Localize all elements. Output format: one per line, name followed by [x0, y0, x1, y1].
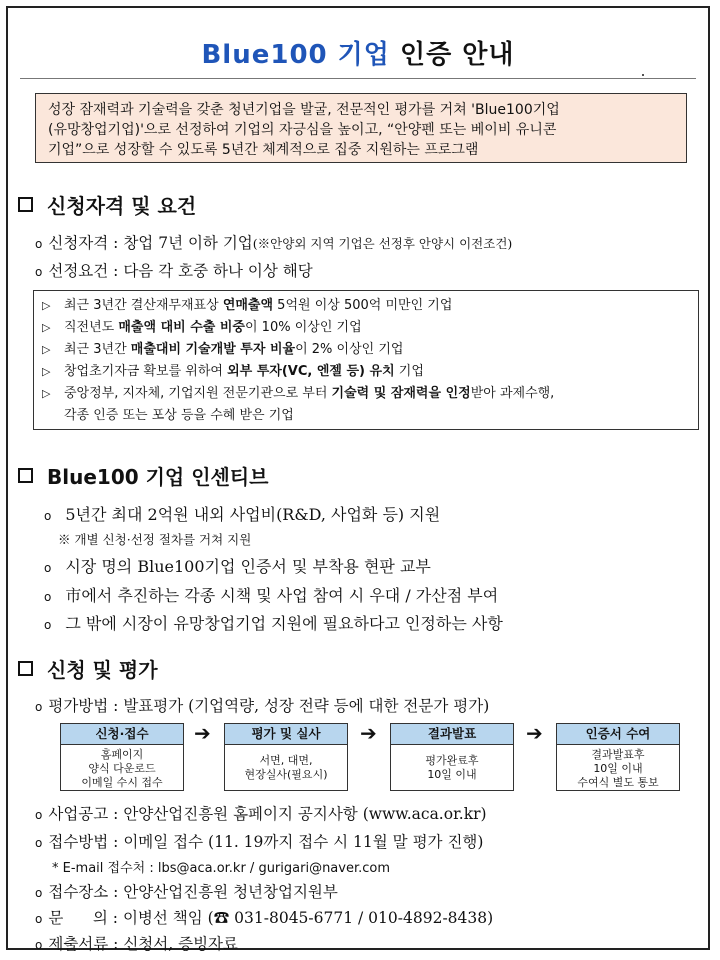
step-line: 현장실사(필요시) [244, 768, 328, 781]
section-heading-eligibility [18, 190, 196, 219]
step-line: 서면, 대면, [259, 754, 313, 767]
right-arrow-icon: ➔ [194, 721, 211, 745]
docs-line [35, 932, 238, 954]
eligibility-note: (※안양외 지역 기업은 선정후 안양시 이전조건) [252, 236, 513, 251]
requirement-item [42, 295, 690, 317]
circle-bullet-icon: o [44, 561, 52, 575]
process-step-body [225, 745, 347, 782]
section-heading-incentives [18, 461, 269, 490]
receipt-line [35, 830, 483, 852]
criteria-label: 선정요건 : [48, 262, 119, 280]
intro-line: (유망창업기업)'으로 선정하여 기업의 자긍심을 높이고, “안양펜 또는 베이비 유니콘 [48, 122, 557, 138]
right-arrow-icon: ➔ [526, 721, 543, 745]
step-line: 양식 다운로드 [88, 762, 156, 775]
incentive-note: ※ 개별 신청·선정 절차를 거쳐 지원 [58, 532, 252, 547]
req-bold: 외부 투자(VC, 엔젤 등) 유치 [227, 364, 395, 379]
circle-bullet-icon: o [35, 700, 43, 714]
triangle-bullet-icon: ▷ [42, 321, 51, 334]
process-step-body [557, 745, 679, 790]
square-icon [18, 661, 33, 676]
circle-bullet-icon: o [44, 618, 52, 632]
requirement-item-continuation: 각종 인증 또는 포상 등을 수혜 받은 기업 [64, 408, 294, 423]
process-step-title: 평가 및 실사 [225, 724, 347, 745]
contact-label: 문 의 : [48, 909, 119, 927]
req-text: 창업초기자금 확보를 위하여 [64, 364, 228, 379]
incentive-item [44, 583, 498, 606]
eligibility-label: 신청자격 : [48, 234, 119, 252]
method-value: 발표평가 (기업역량, 성장 전략 등에 대한 전문가 평가) [123, 697, 490, 715]
step-line: 결과발표후 [591, 748, 645, 761]
contact-line [35, 906, 493, 928]
circle-bullet-icon: o [35, 938, 43, 952]
req-text: 5억원 이상 500억 미만인 기업 [273, 298, 453, 313]
req-text: 최근 3년간 결산재무재표상 [64, 298, 223, 313]
circle-bullet-icon: o [44, 509, 52, 523]
incentive-text: 그 밖에 시장이 유망창업기업 지원에 필요하다고 인정하는 사항 [65, 614, 503, 633]
circle-bullet-icon: o [35, 265, 43, 279]
process-step-title: 결과발표 [391, 724, 513, 745]
req-text: 최근 3년간 [64, 342, 131, 357]
receipt-value: 이메일 접수 (11. 19까지 접수 시 11월 말 평가 진행) [123, 833, 484, 851]
notice-value: 안양산업진흥원 홈페이지 공지사항 (www.aca.or.kr) [123, 805, 487, 823]
notice-page [6, 6, 710, 953]
place-value: 안양산업진흥원 청년창업지원부 [123, 883, 338, 901]
notice-line [35, 802, 487, 824]
title-brand: Blue100 기업 [201, 40, 390, 70]
requirement-item [42, 361, 690, 383]
req-text: 기업 [394, 364, 424, 379]
section-heading-text: 신청 및 평가 [47, 658, 158, 682]
step-line: 수여식 별도 통보 [577, 776, 659, 789]
triangle-bullet-icon: ▷ [42, 343, 51, 356]
criteria-value: 다음 각 호중 하나 이상 해당 [123, 262, 313, 280]
place-line [35, 880, 338, 902]
receipt-label: 접수방법 : [48, 833, 119, 851]
section-heading-text: Blue100 기업 인센티브 [47, 465, 269, 489]
incentive-text: 5년간 최대 2억원 내외 사업비(R&D, 사업화 등) 지원 [65, 505, 441, 524]
triangle-bullet-icon: ▷ [42, 387, 51, 400]
place-label: 접수장소 : [48, 883, 119, 901]
requirement-item [42, 339, 690, 361]
incentive-item [44, 554, 431, 577]
triangle-bullet-icon: ▷ [42, 365, 51, 378]
circle-bullet-icon: o [35, 912, 43, 926]
email-contact: * E-mail 접수처 : lbs@aca.or.kr / gurigari@naver.com [52, 861, 391, 876]
intro-line: 성장 잠재력과 기술력을 갖춘 청년기업을 발굴, 전문적인 평가를 거쳐 'Blue100기업 [48, 102, 560, 118]
process-step [390, 723, 514, 791]
incentive-item [44, 611, 503, 634]
process-step-body [391, 745, 513, 782]
docs-value: 신청서, 증빙자료 [123, 935, 238, 953]
triangle-bullet-icon: ▷ [42, 299, 51, 312]
step-line: 10일 이내 [427, 768, 477, 781]
step-line: 10일 이내 [593, 762, 643, 775]
step-line: 홈페이지 [100, 748, 144, 761]
process-step [60, 723, 184, 791]
incentive-item [44, 502, 440, 525]
section-heading-application [18, 654, 158, 683]
requirements-box [33, 290, 699, 430]
incentive-text: 市에서 추진하는 각종 시책 및 사업 참여 시 우대 / 가산점 부여 [65, 586, 499, 605]
requirement-item [42, 383, 690, 405]
req-bold: 매출대비 기술개발 투자 비율 [130, 342, 296, 357]
eligibility-value: 창업 7년 이하 기업 [123, 234, 253, 252]
intro-box [35, 93, 687, 163]
process-step-title: 신청·접수 [61, 724, 183, 745]
circle-bullet-icon: o [35, 886, 43, 900]
square-icon [18, 197, 33, 212]
req-text: 직전년도 [64, 320, 119, 335]
right-arrow-icon: ➔ [360, 721, 377, 745]
req-bold: 기술력 및 잠재력을 인정 [331, 386, 471, 401]
square-icon [18, 468, 33, 483]
process-step-title: 인증서 수여 [557, 724, 679, 745]
circle-bullet-icon: o [35, 836, 43, 850]
circle-bullet-icon: o [35, 237, 43, 251]
requirement-item [42, 317, 690, 339]
circle-bullet-icon: o [35, 808, 43, 822]
step-line: 평가완료후 [425, 754, 479, 767]
page-title [8, 34, 708, 71]
req-bold: 매출액 대비 수출 비중 [118, 320, 245, 335]
req-text: 받아 과제수행, [470, 386, 555, 401]
req-text: 이 2% 이상인 기업 [295, 342, 404, 357]
step-line: 이메일 수시 접수 [81, 776, 163, 789]
section-heading-text: 신청자격 및 요건 [47, 194, 197, 218]
method-line [35, 694, 489, 716]
eligibility-line [35, 231, 512, 253]
incentive-text: 시장 명의 Blue100기업 인증서 및 부착용 현판 교부 [65, 557, 431, 576]
intro-line: 기업”으로 성장할 수 있도록 5년간 체계적으로 집중 지원하는 프로그램 [48, 142, 479, 158]
req-text: 이 10% 이상인 기업 [244, 320, 362, 335]
circle-bullet-icon: o [44, 590, 52, 604]
process-step [556, 723, 680, 791]
contact-value: 이병선 책임 (☎ 031-8045-6771 / 010-4892-8438) [122, 909, 494, 927]
req-text: 중앙정부, 지자체, 기업지원 전문기관으로 부터 [64, 386, 332, 401]
title-divider [20, 78, 696, 79]
speck [642, 74, 644, 76]
process-step [224, 723, 348, 791]
docs-label: 제출서류 : [48, 935, 119, 953]
req-bold: 연매출액 [222, 298, 274, 313]
criteria-line [35, 259, 313, 281]
notice-label: 사업공고 : [48, 805, 119, 823]
process-step-body [61, 745, 183, 790]
method-label: 평가방법 : [48, 697, 119, 715]
title-rest: 인증 안내 [389, 40, 515, 70]
